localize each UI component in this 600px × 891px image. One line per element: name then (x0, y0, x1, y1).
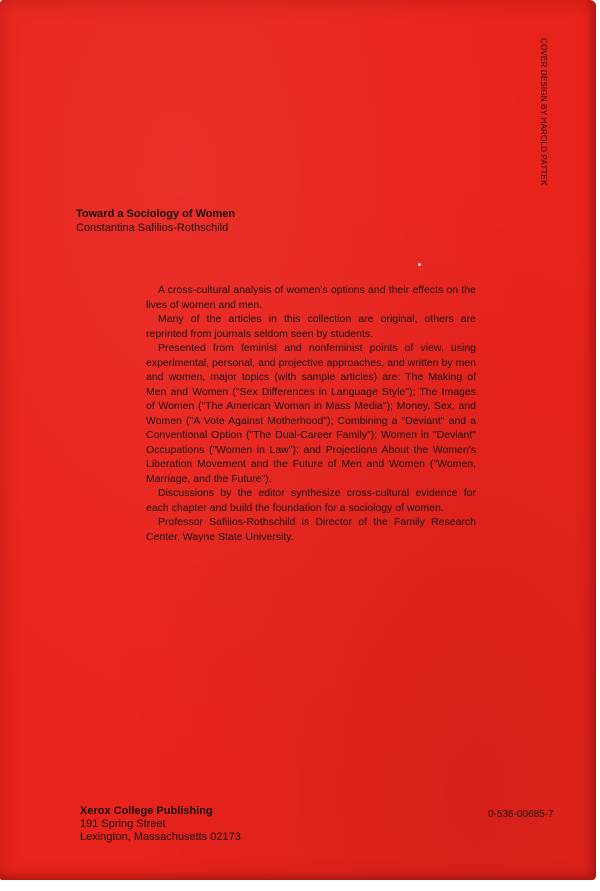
publisher-city: Lexington, Massachusetts 02173 (80, 831, 241, 843)
cover-edge-shadow-bottom (0, 872, 596, 880)
publisher-block (80, 805, 241, 844)
blurb-paragraph: A cross-cultural analysis of women's options and their effects on the lives of women and men. (146, 284, 476, 311)
cover-design-credit: COVER DESIGN BY HAROLD PATTEK (539, 38, 548, 186)
book-title: Toward a Sociology of Women (76, 208, 236, 220)
blurb-paragraph: Presented from feminist and nonfeminist points of view, using experimental, personal, and projective approaches, and written by men and women, major topics (with sample articles) are: The Making of Men and Women ("Sex Differences in Language Style"); The Images of Women ("The American Woman in Mass Media"); Money, Sex, and Women ("A Vote Against Motherhood"); Combining a "Deviant" and a Conventional Option ("The Dual-Career Family"); Women in "Deviant" Occupations ("Women in Law"); and Projections About the Women's Liberation Movement and the Future of Men and Women ("Women, Marriage, and the Future"). (146, 342, 476, 485)
blurb-paragraph: Many of the articles in this collection are original, others are reprinted from journals seldom seen by students. (146, 313, 476, 340)
isbn-number: 0-536-00685-7 (488, 809, 554, 820)
blurb-paragraph: Professor Safilios-Rothschild is Director of the Family Research Center, Wayne State University. (146, 516, 476, 543)
cover-edge-shadow-right (586, 0, 596, 880)
publisher-name: Xerox College Publishing (80, 805, 213, 817)
title-block (76, 207, 235, 235)
blurb-text (146, 283, 476, 544)
blurb-paragraph: Discussions by the editor synthesize cross-cultural evidence for each chapter and build the foundation for a sociology of women. (146, 487, 476, 514)
book-author: Constantina Safilios-Rothschild (76, 222, 229, 234)
publisher-street: 191 Spring Street (80, 818, 166, 830)
print-speck (418, 263, 421, 266)
